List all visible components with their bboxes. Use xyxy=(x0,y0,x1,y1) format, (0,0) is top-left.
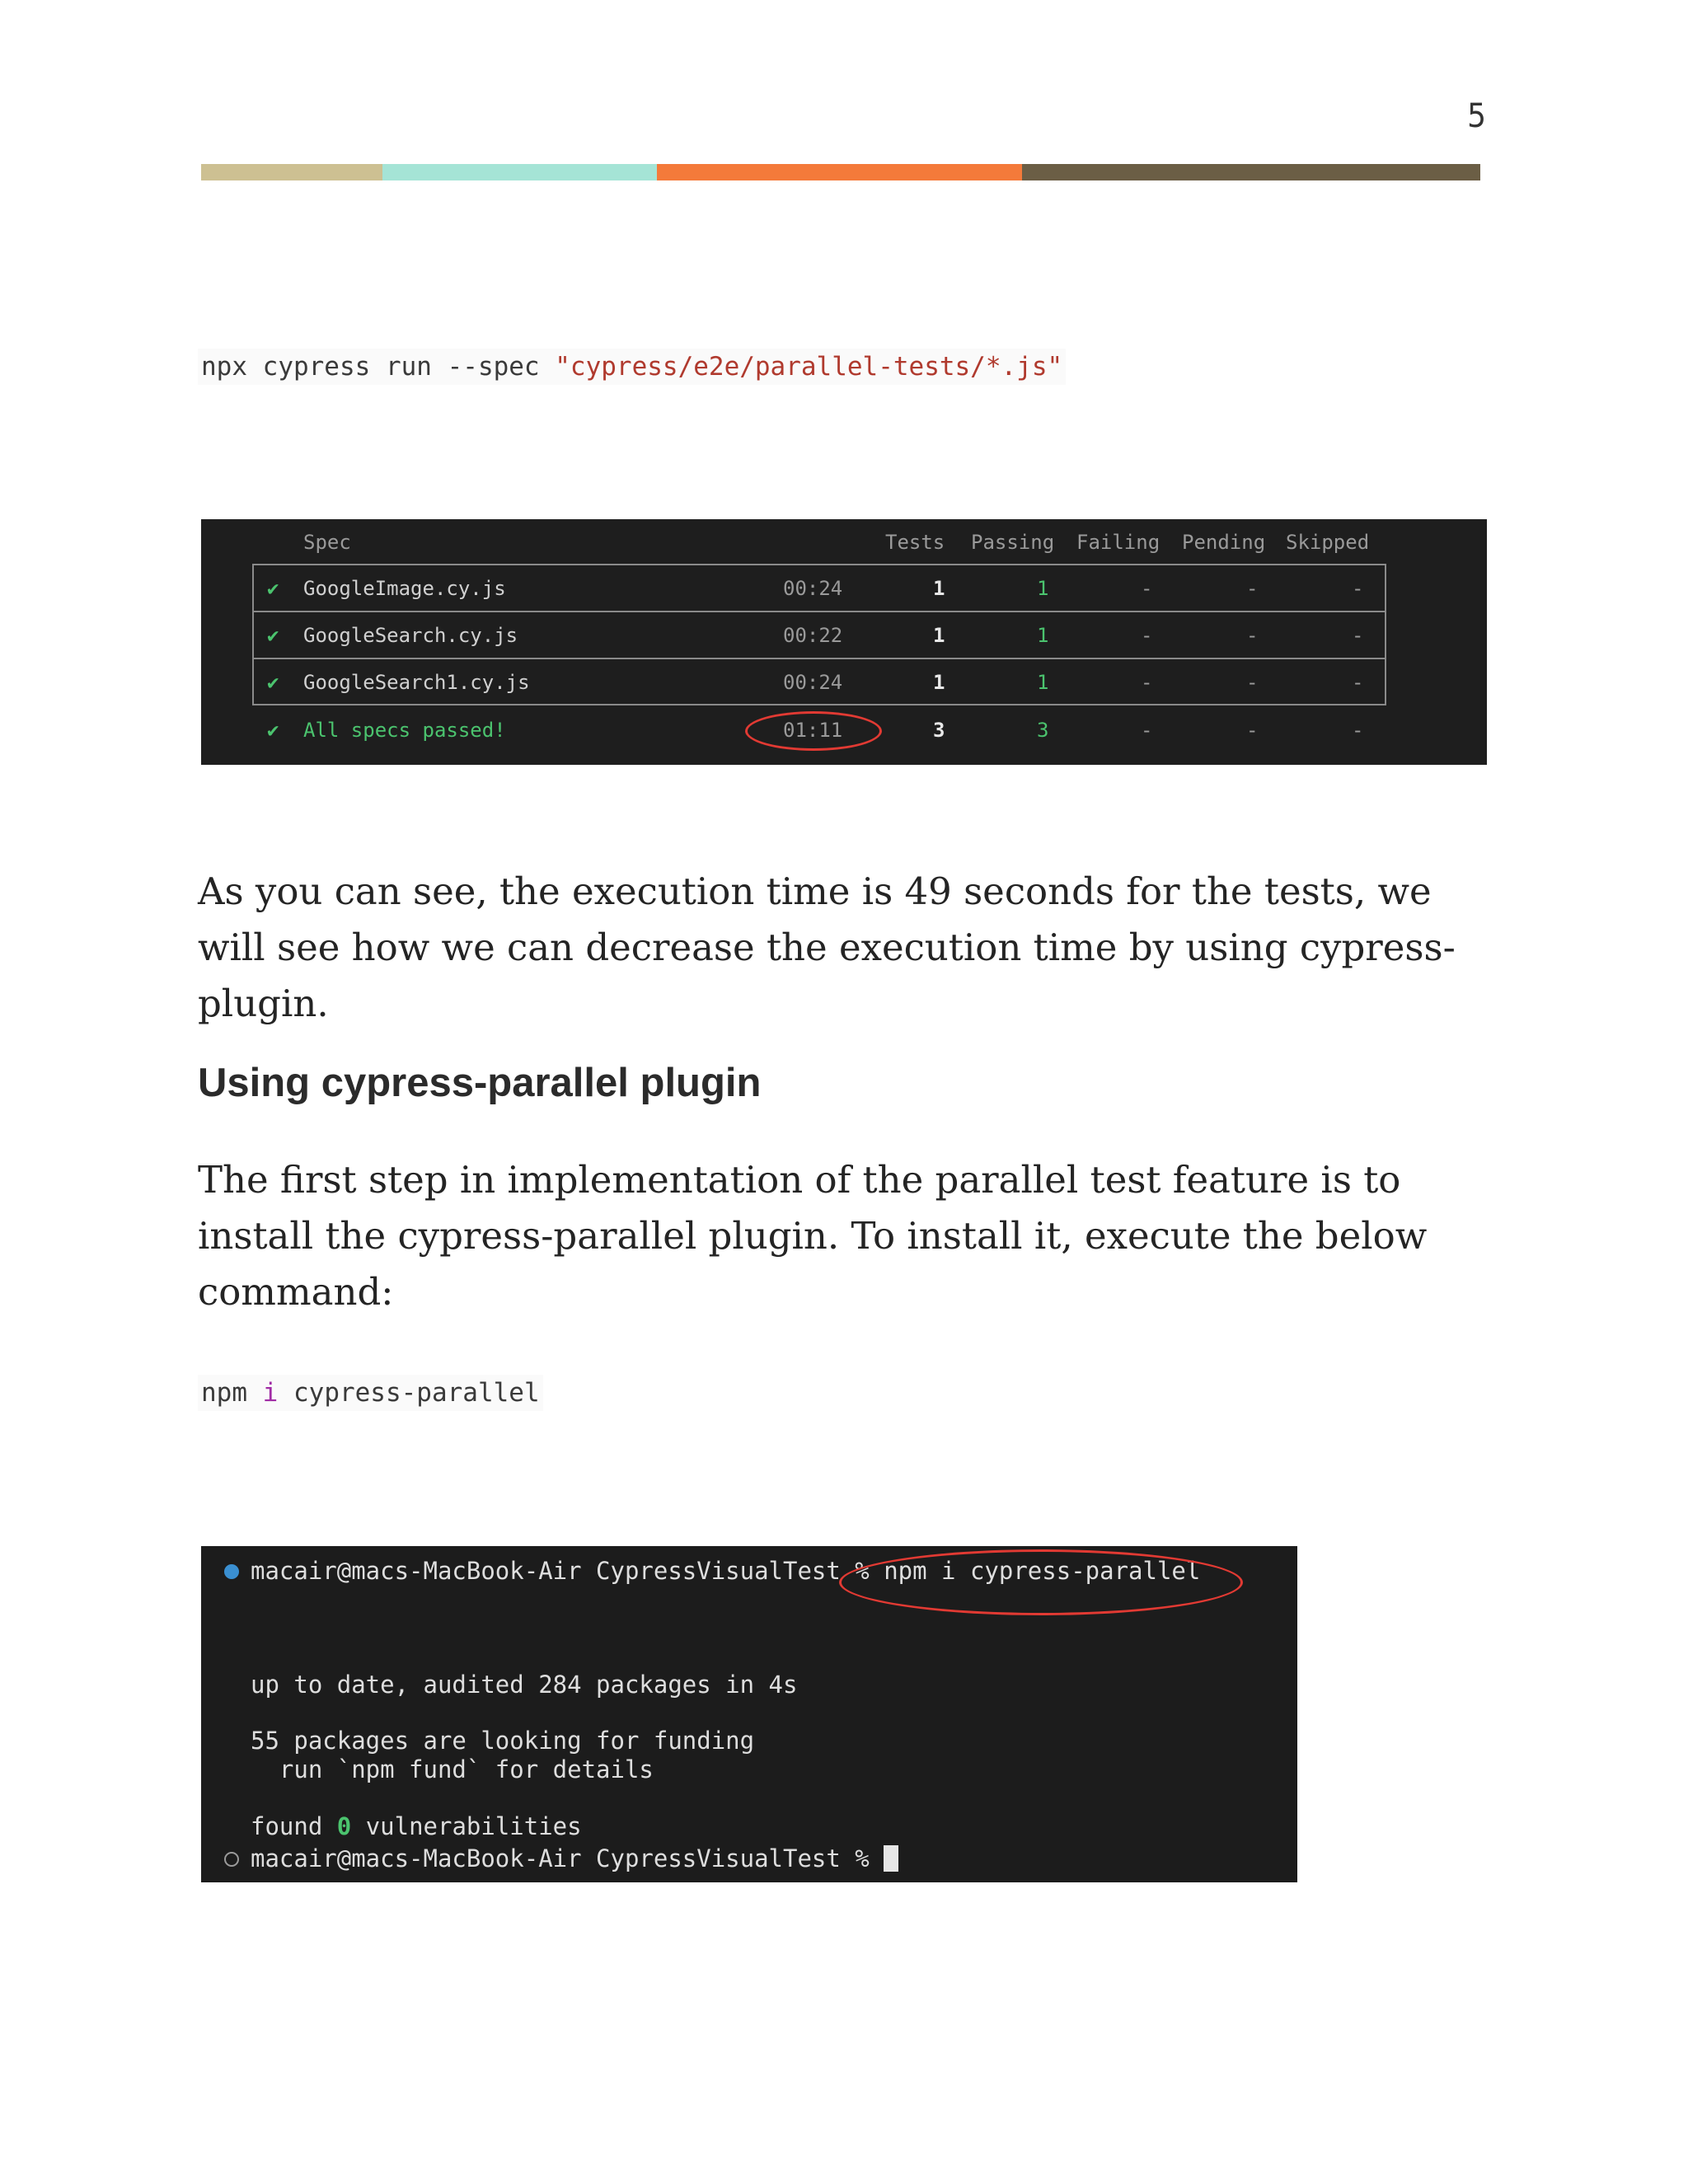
color-bar-segment xyxy=(1022,164,1480,180)
spec-name: GoogleSearch.cy.js xyxy=(303,624,518,647)
highlight-ellipse xyxy=(839,1549,1243,1615)
pending-count: - xyxy=(1246,671,1259,694)
check-icon: ✔ xyxy=(267,624,279,647)
found-suffix: vulnerabilities xyxy=(351,1812,582,1840)
terminal-output-vulnerabilities xyxy=(251,1811,582,1841)
check-icon: ✔ xyxy=(267,577,279,600)
decorative-color-bar xyxy=(201,164,1480,180)
command-flag: i xyxy=(262,1378,279,1408)
spec-duration: 00:24 xyxy=(783,671,843,694)
command-npm-install xyxy=(198,1375,543,1411)
failing-count: - xyxy=(1141,624,1153,647)
command-npm: npm xyxy=(201,1378,263,1408)
header-spec: Spec xyxy=(303,531,351,554)
total-passing: 3 xyxy=(1037,719,1049,742)
terminal-prompt-command: macair@macs-MacBook-Air CypressVisualTest % npm i cypress-parallel xyxy=(251,1557,1201,1585)
spec-name: GoogleSearch1.cy.js xyxy=(303,671,530,694)
pending-count: - xyxy=(1246,577,1259,600)
section-heading: Using cypress-parallel plugin xyxy=(198,1061,762,1105)
passing-count: 1 xyxy=(1037,577,1049,600)
total-skipped: - xyxy=(1352,719,1364,742)
terminal-prompt-idle xyxy=(251,1844,898,1873)
command-spec-argument: "cypress/e2e/parallel-tests/*.js" xyxy=(555,352,1063,382)
skipped-count: - xyxy=(1352,624,1364,647)
skipped-count: - xyxy=(1352,577,1364,600)
tests-count: 1 xyxy=(933,624,945,647)
terminal-output-up-to-date: up to date, audited 284 packages in 4s xyxy=(251,1671,798,1699)
paragraph-install-step: The first step in implementation of the parallel test feature is to install the cypress-parallel plugin. To install it, execute the below command: xyxy=(198,1158,1428,1314)
header-tests: Tests xyxy=(885,531,945,554)
header-failing: Failing xyxy=(1076,531,1160,554)
command-text: npx cypress run --spec xyxy=(201,352,556,382)
total-failing: - xyxy=(1141,719,1153,742)
skipped-count: - xyxy=(1352,671,1364,694)
summary-label: All specs passed! xyxy=(303,719,506,742)
terminal-screenshot xyxy=(201,1546,1297,1882)
prompt-text: macair@macs-MacBook-Air CypressVisualTest % xyxy=(251,1844,884,1872)
header-skipped: Skipped xyxy=(1286,531,1370,554)
total-pending: - xyxy=(1246,719,1259,742)
check-icon: ✔ xyxy=(267,671,279,694)
prompt-idle-dot-icon xyxy=(224,1852,239,1867)
spec-duration: 00:22 xyxy=(783,624,843,647)
header-pending: Pending xyxy=(1182,531,1266,554)
paragraph-execution-time: As you can see, the execution time is 49 seconds for the tests, we will see how we can decrease the execution time by using cypress-plugin. xyxy=(198,869,1456,1025)
table-row xyxy=(201,565,1487,612)
test-results-screenshot xyxy=(201,519,1487,765)
color-bar-segment xyxy=(201,164,382,180)
check-icon: ✔ xyxy=(267,719,279,742)
prompt-status-dot-icon xyxy=(224,1564,239,1579)
highlight-ellipse xyxy=(745,711,882,751)
passing-count: 1 xyxy=(1037,671,1049,694)
page-number: 5 xyxy=(1467,97,1486,135)
cursor-icon xyxy=(884,1845,898,1872)
total-tests: 3 xyxy=(933,719,945,742)
command-package: cypress-parallel xyxy=(278,1378,540,1408)
results-header-row xyxy=(201,519,1487,566)
terminal-output-funding: 55 packages are looking for funding xyxy=(251,1727,755,1755)
tests-count: 1 xyxy=(933,671,945,694)
vulnerability-count: 0 xyxy=(336,1812,352,1840)
failing-count: - xyxy=(1141,577,1153,600)
color-bar-segment xyxy=(382,164,656,180)
table-row xyxy=(201,659,1487,706)
total-duration: 01:11 xyxy=(783,719,843,742)
found-prefix: found xyxy=(251,1812,337,1840)
table-row xyxy=(201,612,1487,659)
color-bar-segment xyxy=(657,164,1023,180)
pending-count: - xyxy=(1246,624,1259,647)
passing-count: 1 xyxy=(1037,624,1049,647)
failing-count: - xyxy=(1141,671,1153,694)
spec-name: GoogleImage.cy.js xyxy=(303,577,506,600)
terminal-output-run-fund: run `npm fund` for details xyxy=(251,1755,654,1783)
command-npx-cypress-run xyxy=(198,349,1066,385)
tests-count: 1 xyxy=(933,577,945,600)
spec-duration: 00:24 xyxy=(783,577,843,600)
header-passing: Passing xyxy=(971,531,1055,554)
